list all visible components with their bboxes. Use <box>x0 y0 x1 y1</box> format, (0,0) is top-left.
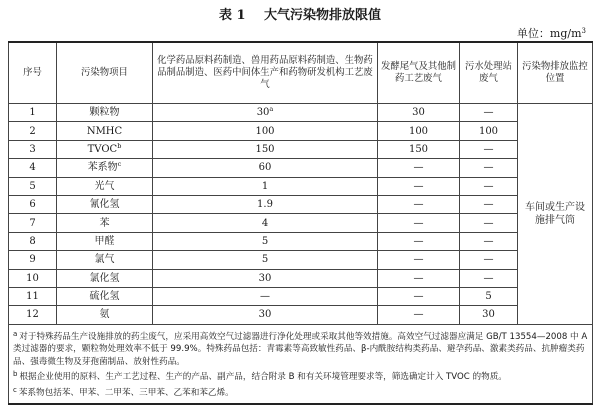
cell-seq: 3 <box>9 140 57 158</box>
cell-limit-col3: — <box>460 195 518 213</box>
cell-seq: 6 <box>9 195 57 213</box>
cell-limit-col1: 5 <box>153 232 378 250</box>
table-note: $^a$ 对于特殊药品生产设施排放的药尘废气，应采用高效空气过滤器进行净化处理或采取其他等效措施。高效空气过滤器应满足 GB/T 13554—2008 中 A 类过滤器的要求，颗粒物处理效率不低于 99.9%。特殊药品包括：青霉素等高致敏性药品、β-内酰胺结构类药品、避孕药品、激素类药品、抗肿瘤类药品、强毒微生物及芽孢菌制品、放射性药品。 <box>13 329 588 367</box>
cell-limit-col2: 30 <box>378 104 460 122</box>
cell-limit-col3: — <box>460 251 518 269</box>
cell-limit-col3: — <box>460 140 518 158</box>
cell-item: 甲醛 <box>57 232 153 250</box>
cell-limit-col3: — <box>460 159 518 177</box>
cell-item: 氯化氢 <box>57 269 153 287</box>
cell-limit-col2: — <box>378 251 460 269</box>
cell-limit-col2: — <box>378 214 460 232</box>
header-col4: 污染物排放监控位置 <box>518 42 593 104</box>
cell-item: 氨 <box>57 306 153 324</box>
header-col1: 化学药品原料药制造、兽用药品原料药制造、生物药品制品制造、医药中间体生产和药物研发机构工艺废气 <box>153 42 378 104</box>
cell-limit-col1: 4 <box>153 214 378 232</box>
cell-limit-col2: — <box>378 232 460 250</box>
monitor-position: 车间或生产设施排气筒 <box>518 104 593 325</box>
cell-seq: 12 <box>9 306 57 324</box>
cell-item: 苯系物$^c$ <box>57 159 153 177</box>
table-row <box>9 251 593 269</box>
cell-limit-col1: 60 <box>153 159 378 177</box>
cell-limit-col3: — <box>460 214 518 232</box>
cell-limit-col3: — <box>460 269 518 287</box>
cell-seq: 5 <box>9 177 57 195</box>
cell-item: 苯 <box>57 214 153 232</box>
cell-limit-col3: — <box>460 104 518 122</box>
cell-seq: 7 <box>9 214 57 232</box>
table-note: $^b$ 根据企业使用的原料、生产工艺过程、生产的产品、副产品，结合附录 B 和有关环境管理要求等，筛选确定计入 TVOC 的物质。 <box>13 370 507 383</box>
cell-seq: 1 <box>9 104 57 122</box>
header-col2: 发酵尾气及其他制药工艺废气 <box>378 42 460 104</box>
header-col3: 污水处理站废气 <box>460 42 518 104</box>
cell-limit-col1: 1.9 <box>153 195 378 213</box>
table-row <box>9 195 593 213</box>
cell-seq: 11 <box>9 287 57 305</box>
cell-limit-col2: — <box>378 177 460 195</box>
cell-item: 氰化氢 <box>57 195 153 213</box>
table-row <box>9 140 593 158</box>
cell-seq: 8 <box>9 232 57 250</box>
cell-item: 光气 <box>57 177 153 195</box>
notes-row <box>9 324 593 403</box>
cell-limit-col1: 5 <box>153 251 378 269</box>
cell-limit-col1: 100 <box>153 122 378 140</box>
table-row <box>9 269 593 287</box>
cell-limit-col1: 30 <box>153 306 378 324</box>
cell-limit-col2: 150 <box>378 140 460 158</box>
cell-item: 颗粒物 <box>57 104 153 122</box>
cell-limit-col2: — <box>378 306 460 324</box>
cell-limit-col2: — <box>378 195 460 213</box>
cell-limit-col1: 150 <box>153 140 378 158</box>
cell-limit-col2: — <box>378 159 460 177</box>
table-row <box>9 104 593 122</box>
table-header-row <box>9 42 593 104</box>
cell-limit-col2: — <box>378 287 460 305</box>
table-notes <box>9 324 593 403</box>
table-title <box>0 4 600 23</box>
table-row <box>9 306 593 324</box>
cell-limit-col1: 30 <box>153 269 378 287</box>
cell-seq: 9 <box>9 251 57 269</box>
cell-seq: 10 <box>9 269 57 287</box>
table-row <box>9 177 593 195</box>
cell-limit-col3: 30 <box>460 306 518 324</box>
table-row <box>9 232 593 250</box>
cell-item: 氯气 <box>57 251 153 269</box>
table-number: 表 1 <box>218 8 246 23</box>
cell-limit-col3: 100 <box>460 122 518 140</box>
unit-label: 单位：$mg/m^3$ <box>516 27 586 40</box>
cell-item: TVOC$^b$ <box>57 140 153 158</box>
cell-limit-col3: 5 <box>460 287 518 305</box>
cell-limit-col1: — <box>153 287 378 305</box>
header-item: 污染物项目 <box>57 42 153 104</box>
cell-seq: 2 <box>9 122 57 140</box>
table-row <box>9 214 593 232</box>
table-row <box>9 287 593 305</box>
cell-limit-col2: 100 <box>378 122 460 140</box>
cell-limit-col2: — <box>378 269 460 287</box>
cell-item: NMHC <box>57 122 153 140</box>
cell-limit-col3: — <box>460 177 518 195</box>
cell-item: 硫化氢 <box>57 287 153 305</box>
table-note: $^c$ 苯系物包括苯、甲苯、二甲苯、三甲苯、乙苯和苯乙烯。 <box>13 386 234 399</box>
header-seq: 序号 <box>9 42 57 104</box>
cell-seq: 4 <box>9 159 57 177</box>
table-title-text: 大气污染物排放限值 <box>264 8 382 23</box>
table-row <box>9 159 593 177</box>
cell-limit-col1: 30$^a$ <box>153 104 378 122</box>
table-row <box>9 122 593 140</box>
cell-limit-col1: 1 <box>153 177 378 195</box>
cell-limit-col3: — <box>460 232 518 250</box>
emission-limits-table <box>8 41 593 405</box>
